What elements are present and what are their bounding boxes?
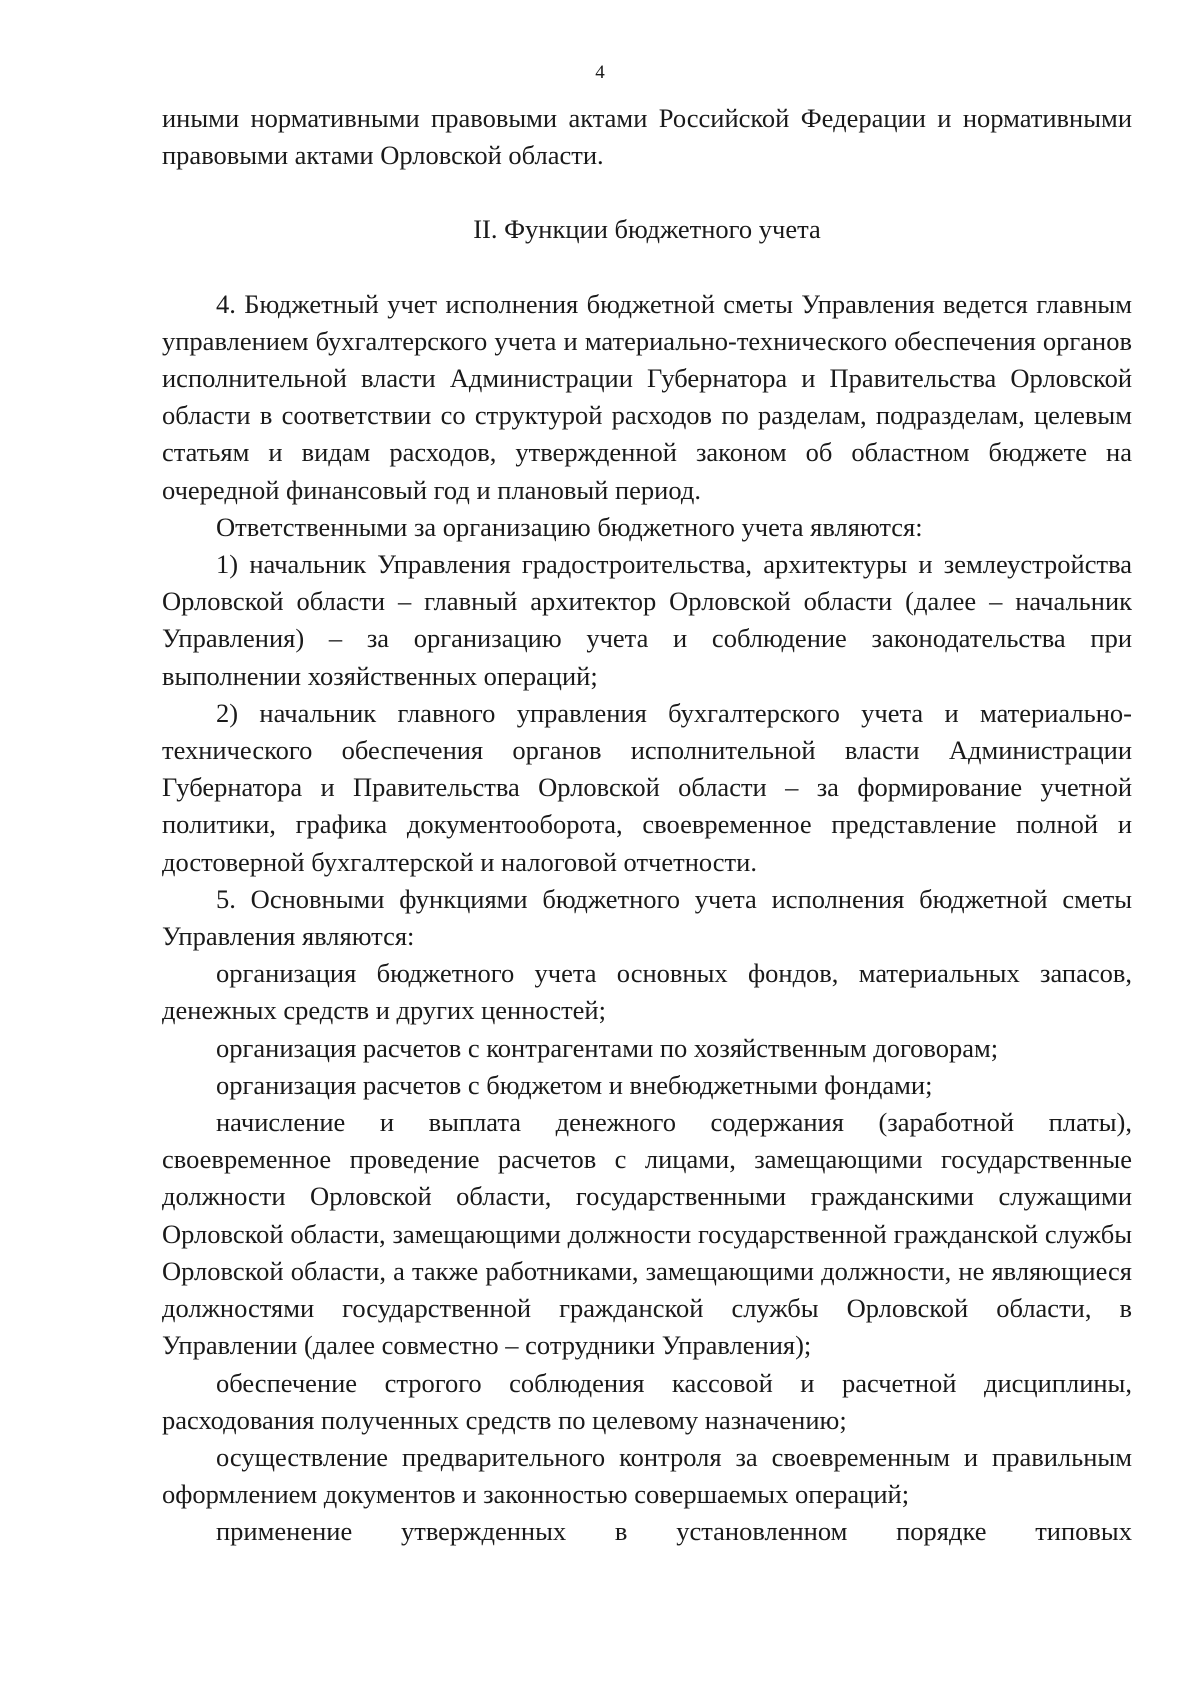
paragraph-5: 5. Основными функциями бюджетного учета исполнения бюджетной сметы Управления являются:	[162, 883, 1132, 952]
function-item: применение утвержденных в установленном порядке типовых	[216, 1516, 1132, 1547]
paragraph-4: 4. Бюджетный учет исполнения бюджетной сметы Управления ведется главным управлением бухгалтерского учета и материально-технического обеспечения органов исполнительной власти Администрации Губернатора и Правительства Орловской области в соответствии со структурой расходов по разделам, подразделам, целевым статьям и видам расходов, утвержденной законом об областном бюджете на очередной финансовый год и плановый период.	[162, 288, 1132, 505]
section-heading: II. Функции бюджетного учета	[473, 214, 821, 245]
function-item: обеспечение строгого соблюдения кассовой и расчетной дисциплины, расходования полученных средств по целевому назначению;	[162, 1367, 1132, 1435]
document-body	[162, 100, 1132, 1551]
function-item: организация расчетов с бюджетом и внебюджетными фондами;	[216, 1069, 933, 1100]
paragraph-responsible: Ответственными за организацию бюджетного учета являются:	[216, 511, 923, 542]
intro-paragraph: иными нормативными правовыми актами Российской Федерации и нормативными правовыми актами Орловской области.	[162, 103, 1132, 171]
function-item: осуществление предварительного контроля за своевременным и правильным оформлением документов и законностью совершаемых операций;	[162, 1441, 1132, 1510]
function-item: организация бюджетного учета основных фондов, материальных запасов, денежных средств и других ценностей;	[162, 958, 1132, 1026]
function-item: организация расчетов с контрагентами по хозяйственным договорам;	[216, 1032, 999, 1063]
paragraph-item-2: 2) начальник главного управления бухгалтерского учета и материально-технического обеспечения органов исполнительной власти Администрации Губернатора и Правительства Орловской области – за формирование учетной политики, графика документооборота, своевременное представление полной и достоверной бухгалтерской и налоговой отчетности.	[162, 697, 1132, 877]
page-number: 4	[595, 62, 605, 83]
paragraph-item-1: 1) начальник Управления градостроительства, архитектуры и землеустройства Орловской области – главный архитектор Орловской области (далее – начальник Управления) – за организацию учета и соблюдение законодательства при выполнении хозяйственных операций;	[162, 549, 1132, 691]
function-item: начисление и выплата денежного содержания (заработной платы), своевременное проведение расчетов с лицами, замещающими государственные должности Орловской области, государственными гражданскими служащими Орловской области, замещающими должности государственной гражданской службы Орловской области, а также работниками, замещающими должности, не являющиеся должностями государственной гражданской службы Орловской области, в Управлении (далее совместно – сотрудники Управления);	[162, 1107, 1132, 1361]
